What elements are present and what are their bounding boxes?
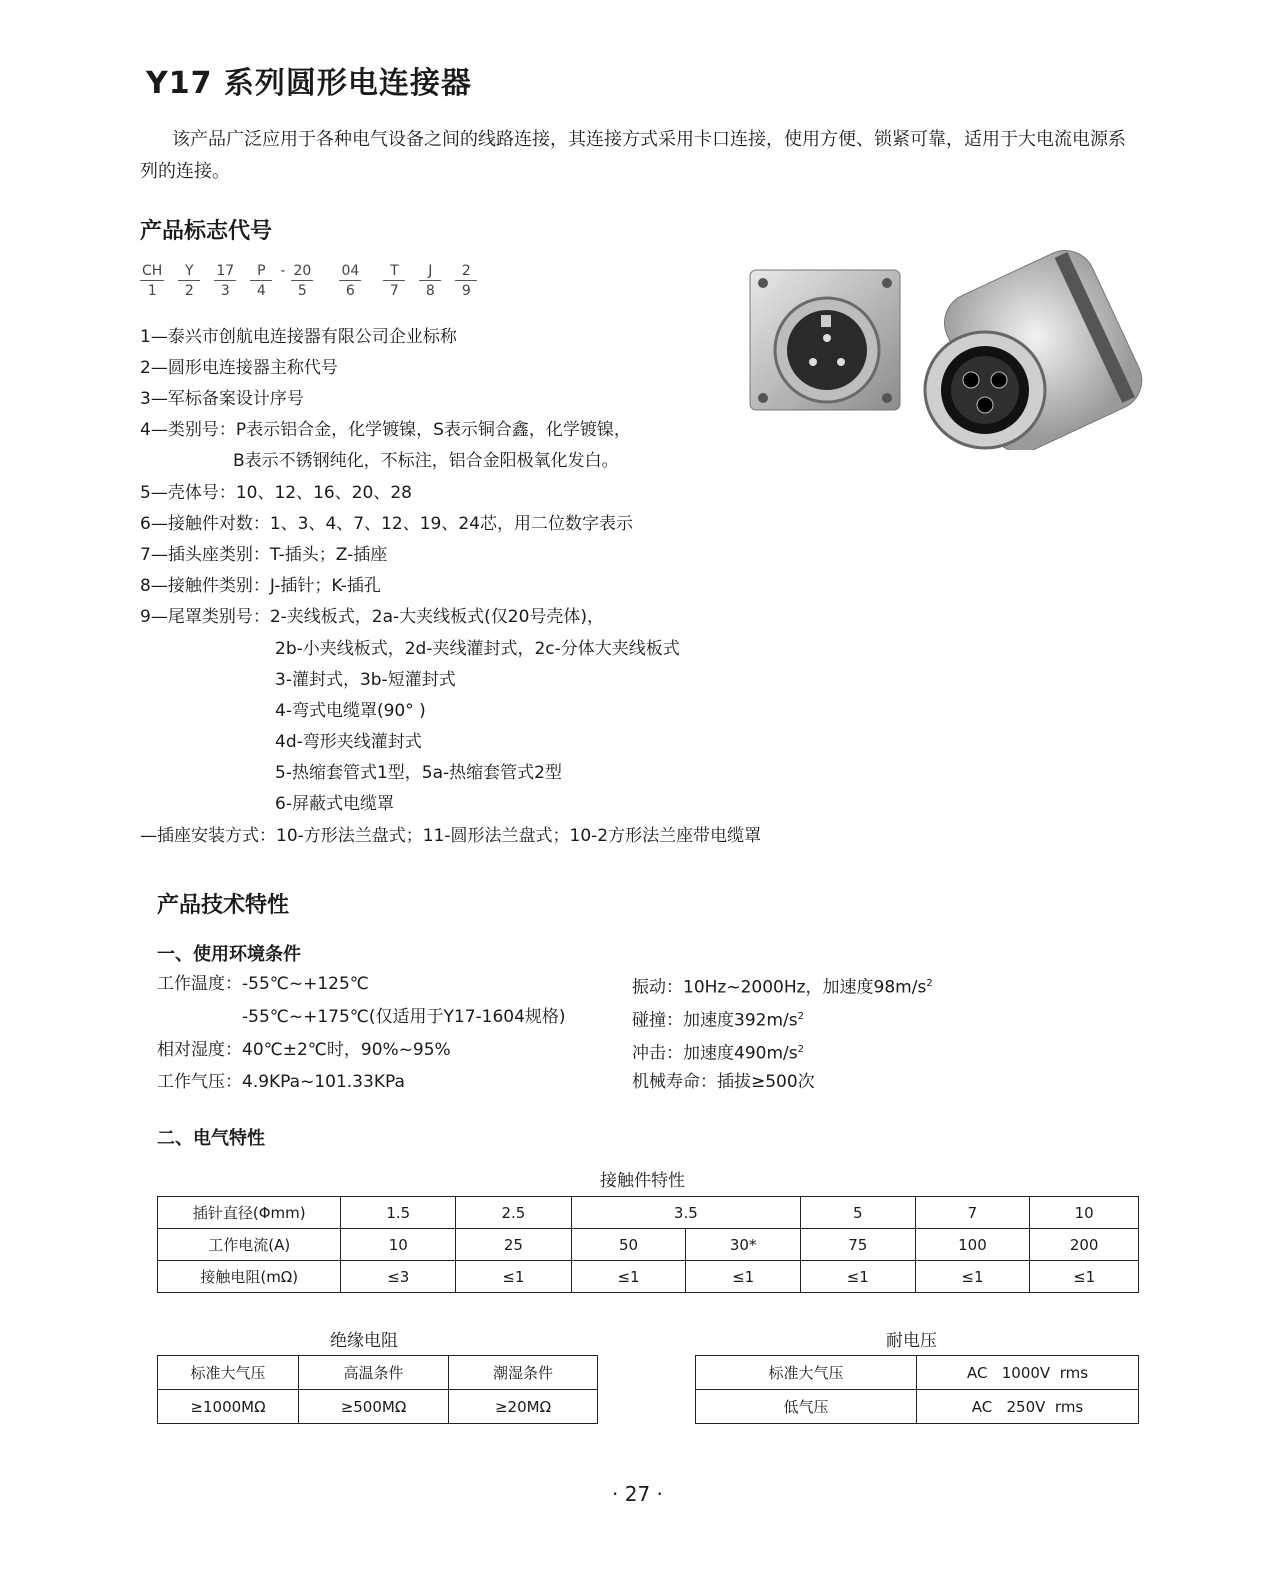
table-row — [158, 1229, 1139, 1261]
insulation-table-caption: 绝缘电阻 — [330, 1331, 398, 1351]
connector-photo — [745, 250, 1145, 450]
code-part: 04 6 — [339, 262, 361, 301]
table-cell: 插针直径(Φmm) — [158, 1197, 341, 1229]
table-cell: 1.5 — [341, 1197, 456, 1229]
table-cell: 30* — [686, 1229, 801, 1261]
table-cell: ≥1000MΩ — [158, 1390, 299, 1424]
marking-item: 9—尾罩类别号：2-夹线板式，2a-大夹线板式(仅20号壳体)， — [140, 607, 605, 627]
table-cell: 5 — [800, 1197, 915, 1229]
marking-item: 4—类别号：P表示铝合金，化学镀镍，S表示铜合鑫，化学镀镍， — [140, 420, 631, 440]
table-cell: 标准大气压 — [696, 1356, 917, 1390]
marking-item: 2b-小夹线板式，2d-夹线灌封式，2c-分体大夹线板式 — [275, 639, 680, 659]
code-part: P 4 — [250, 262, 272, 301]
marking-heading: 产品标志代号 — [140, 219, 273, 244]
table-cell: ≤3 — [341, 1261, 456, 1293]
code-part: 20 5 — [291, 262, 313, 301]
table-cell: AC 250V rms — [917, 1390, 1139, 1424]
env-item: 振动：10Hz~2000Hz，加速度$98m/s^2$ — [632, 977, 933, 998]
table-cell: ≤1 — [456, 1261, 572, 1293]
table-cell: 50 — [571, 1229, 686, 1261]
tech-heading: 产品技术特性 — [157, 893, 290, 918]
marking-item: 4-弯式电缆罩(90° ) — [275, 701, 426, 721]
table-cell: AC 1000V rms — [917, 1356, 1139, 1390]
table-row — [158, 1356, 598, 1390]
table-cell: ≥20MΩ — [449, 1390, 598, 1424]
table-cell: 高温条件 — [299, 1356, 449, 1390]
table-cell: 潮湿条件 — [449, 1356, 598, 1390]
table-cell: 25 — [456, 1229, 572, 1261]
table-cell: 工作电流(A) — [158, 1229, 341, 1261]
table-cell: 接触电阻(mΩ) — [158, 1261, 341, 1293]
table-cell: ≤1 — [915, 1261, 1030, 1293]
env-item: -55℃~+175℃(仅适用于Y17-1604规格) — [242, 1007, 566, 1027]
table-cell: 2.5 — [456, 1197, 572, 1229]
marking-item: —插座安装方式：10-方形法兰盘式；11-圆形法兰盘式；10-2方形法兰座带电缆罩 — [140, 826, 762, 846]
table-cell: 7 — [915, 1197, 1030, 1229]
env-item: 工作气压：4.9KPa~101.33KPa — [157, 1072, 405, 1092]
page-number: · 27 · — [612, 1482, 663, 1506]
marking-item: 5-热缩套管式1型，5a-热缩套管式2型 — [275, 763, 562, 783]
table-cell: ≤1 — [1030, 1261, 1139, 1293]
voltage-table — [695, 1355, 1139, 1424]
marking-item: 3—军标备案设计序号 — [140, 389, 304, 409]
table-cell: 75 — [800, 1229, 915, 1261]
table-row — [158, 1197, 1139, 1229]
env-heading: 一、使用环境条件 — [157, 944, 301, 965]
marking-item: 3-灌封式，3b-短灌封式 — [275, 670, 456, 690]
marking-item: 1—泰兴市创航电连接器有限公司企业标称 — [140, 327, 457, 347]
page-title: Y17 系列圆形电连接器 — [146, 66, 472, 101]
marking-item: 6—接触件对数：1、3、4、7、12、19、24芯，用二位数字表示 — [140, 514, 633, 534]
marking-item: 6-屏蔽式电缆罩 — [275, 794, 394, 814]
table-cell: 低气压 — [696, 1390, 917, 1424]
code-part: 17 3 — [214, 262, 236, 301]
env-item: 工作温度：-55℃~+125℃ — [157, 974, 369, 994]
table-cell: ≤1 — [800, 1261, 915, 1293]
table-row — [696, 1390, 1139, 1424]
voltage-table-caption: 耐电压 — [886, 1331, 937, 1351]
table-cell: 标准大气压 — [158, 1356, 299, 1390]
table-row — [158, 1261, 1139, 1293]
contact-table — [157, 1196, 1139, 1293]
env-item: 机械寿命：插拔≥500次 — [632, 1072, 815, 1092]
env-item: 碰撞：加速度$392m/s^2$ — [632, 1010, 804, 1031]
table-cell: ≥500MΩ — [299, 1390, 449, 1424]
table-cell: 10 — [341, 1229, 456, 1261]
contact-table-caption: 接触件特性 — [600, 1171, 685, 1191]
env-item: 相对湿度：40℃±2℃时，90%~95% — [157, 1040, 451, 1060]
elec-heading: 二、电气特性 — [157, 1128, 265, 1149]
marking-item: 5—壳体号：10、12、16、20、28 — [140, 483, 412, 503]
code-dash: - — [280, 263, 286, 279]
code-part: T 7 — [383, 262, 405, 301]
marking-item: 8—接触件类别：J-插针；K-插孔 — [140, 576, 381, 596]
table-cell: 3.5 — [571, 1197, 800, 1229]
code-part: CH 1 — [142, 263, 163, 299]
product-code — [140, 262, 491, 301]
code-part: Y 2 — [178, 262, 200, 301]
env-item: 冲击：加速度$490m/s^2$ — [632, 1043, 804, 1064]
table-cell: ≤1 — [686, 1261, 801, 1293]
marking-item: 7—插头座类别：T-插头；Z-插座 — [140, 545, 388, 565]
code-part: J 8 — [419, 262, 441, 301]
marking-item: B表示不锈钢纯化，不标注，铝合金阳极氧化发白。 — [233, 451, 619, 471]
table-cell: 10 — [1030, 1197, 1139, 1229]
marking-item: 2—圆形电连接器主称代号 — [140, 358, 338, 378]
table-cell: 200 — [1030, 1229, 1139, 1261]
marking-item: 4d-弯形夹线灌封式 — [275, 732, 422, 752]
code-part: 2 9 — [455, 262, 477, 301]
insulation-table — [157, 1355, 598, 1424]
table-cell: 100 — [915, 1229, 1030, 1261]
table-row — [696, 1356, 1139, 1390]
table-row — [158, 1390, 598, 1424]
intro-paragraph: 该产品广泛应用于各种电气设备之间的线路连接，其连接方式采用卡口连接，使用方便、锁紧可靠，适用于大电流电源系列的连接。 — [140, 129, 1126, 182]
table-cell: ≤1 — [571, 1261, 686, 1293]
